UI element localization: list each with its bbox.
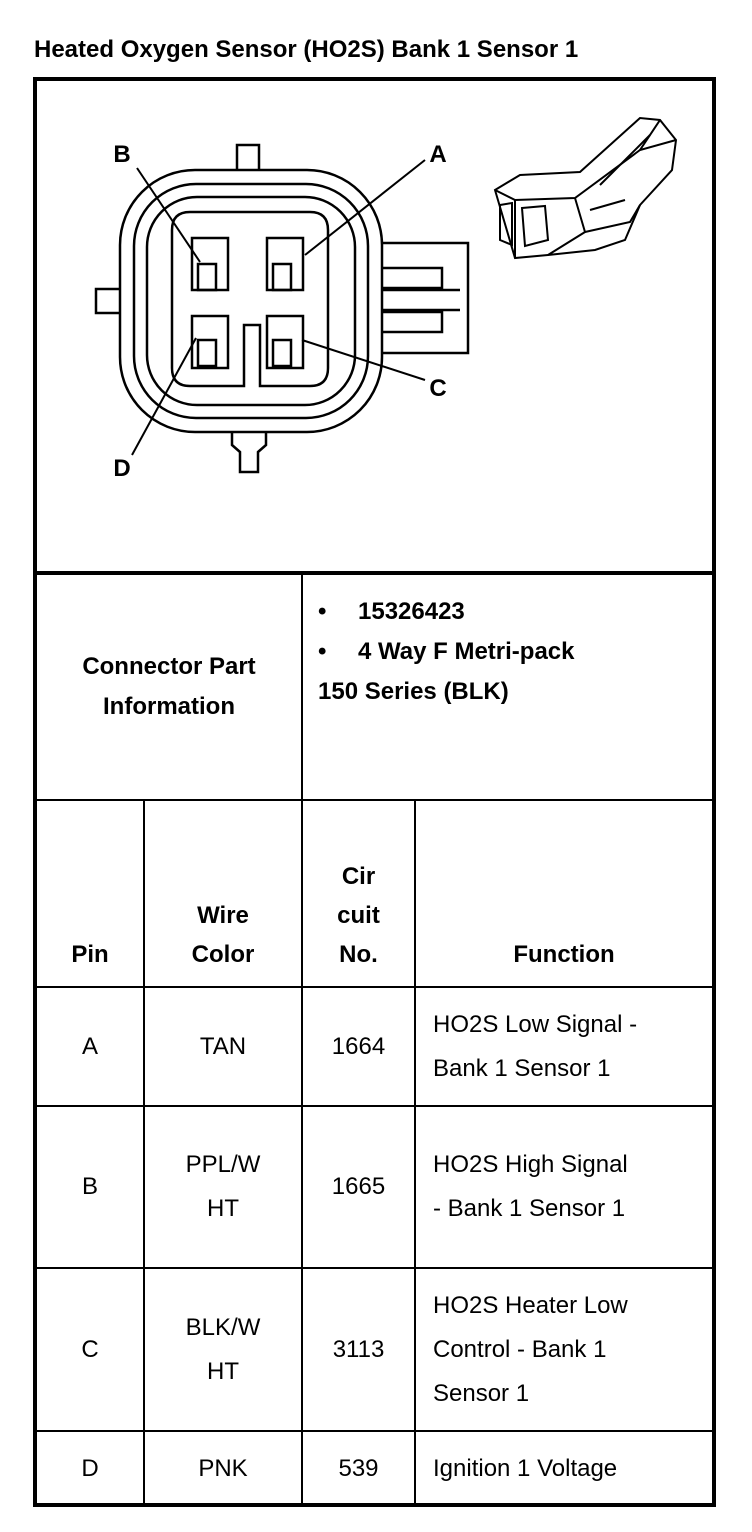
table-row-c-function: HO2S Heater Low Control - Bank 1 Sensor 1	[433, 1291, 628, 1407]
terminal-c	[267, 316, 303, 368]
header-wire-color: Wire Color	[191, 902, 255, 968]
table-row-a-function: HO2S Low Signal - Bank 1 Sensor 1	[433, 1010, 638, 1082]
table-row-d-color: PNK	[198, 1454, 248, 1482]
connector-diagram	[37, 81, 712, 571]
table-row-d-function: Ignition 1 Voltage	[433, 1454, 618, 1482]
terminal-b	[192, 238, 228, 290]
table-row-b-circuit: 1665	[331, 1173, 386, 1200]
terminal-d	[192, 316, 228, 368]
table-row-c-pin: C	[81, 1335, 99, 1363]
header-pin: Pin	[71, 941, 109, 968]
connector-housing	[120, 170, 382, 432]
pin-label-a: A	[429, 141, 447, 168]
page-title: Heated Oxygen Sensor (HO2S) Bank 1 Sensor 1	[34, 36, 579, 63]
table-row-c-color: BLK/W HT	[185, 1313, 261, 1385]
table-row-a-circuit: 1664	[331, 1032, 386, 1060]
table-row-d-circuit: 539	[338, 1454, 379, 1482]
table-row-b-pin: B	[81, 1173, 98, 1200]
connector-series: 150 Series (BLK)	[318, 678, 509, 705]
connector-info-details	[318, 592, 708, 792]
connector-info-label: Connector Part Information	[82, 653, 256, 720]
header-circuit: Cir cuit No.	[337, 863, 380, 968]
table-row-b-color: PPL/W HT	[185, 1151, 261, 1222]
table-row-a-pin: A	[81, 1032, 98, 1060]
table-row-b-function: HO2S High Signal - Bank 1 Sensor 1	[433, 1151, 628, 1222]
table-row-c-circuit: 3113	[332, 1335, 385, 1363]
pin-label-b: B	[113, 141, 131, 168]
connector-type: • 4 Way F Metri-pack	[318, 638, 575, 665]
part-number: • 15326423	[318, 598, 465, 625]
pin-label-d: D	[113, 455, 131, 482]
terminal-a	[267, 238, 303, 290]
pin-label-c: C	[429, 375, 447, 402]
table-row-a-color: TAN	[199, 1032, 247, 1060]
header-function: Function	[513, 941, 615, 968]
connector-3d-view	[495, 118, 676, 258]
table-row-d-pin: D	[81, 1454, 99, 1482]
